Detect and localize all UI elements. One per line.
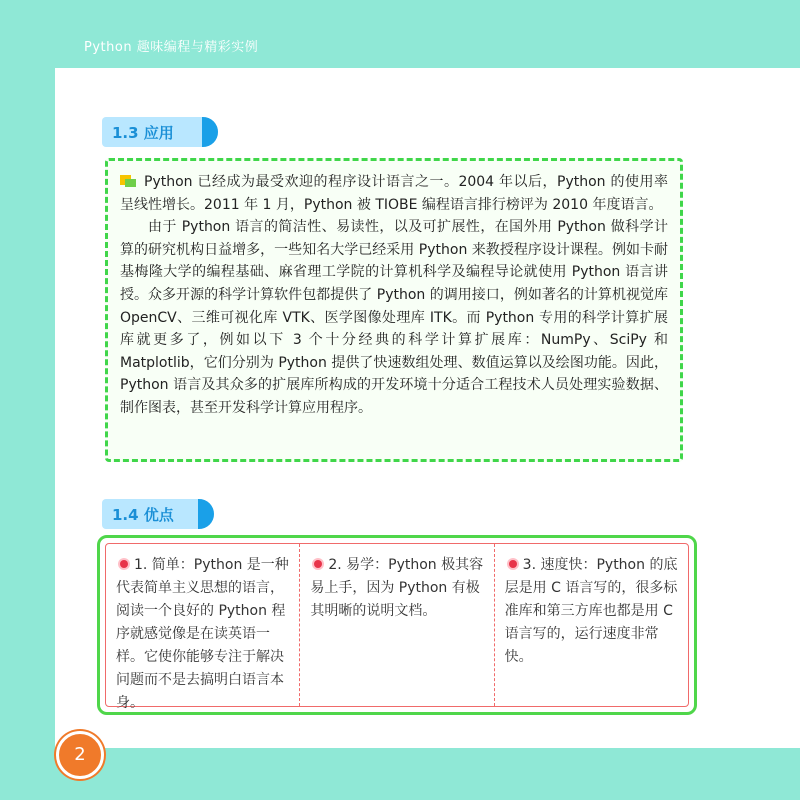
paragraph (120, 171, 668, 216)
advantage-simple (106, 544, 299, 711)
square-bullet-icon (120, 175, 136, 187)
section-heading-applications (102, 117, 218, 147)
advantage-text: 1. 简单：Python 是一种代表简单主义思想的语言，阅读一个良好的 Python 程序就感觉像是在读英语一样。它使你能够专注于解决问题而不是去搞明白语言本身。 (116, 557, 289, 711)
section-heading-label: 1.3 应用 (112, 123, 174, 142)
advantage-fast (494, 544, 688, 706)
section-heading-advantages (102, 499, 214, 529)
red-dot-icon (314, 560, 322, 568)
header-title: Python 趣味编程与精彩实例 (84, 40, 259, 55)
paragraph-text: Python 已经成为最受欢迎的程序设计语言之一。2004 年以后，Python 的使用率呈线性增长。2011 年 1 月，Python 被 TIOBE 编程语言排行榜评为 2010 年度语言。 (120, 174, 668, 213)
advantage-easy-to-learn (299, 544, 493, 706)
advantages-columns (105, 543, 689, 711)
red-dot-icon (509, 560, 517, 568)
advantages-box (97, 535, 697, 715)
advantage-text: 3. 速度快：Python 的底层是用 C 语言写的，很多标准库和第三方库也都是用 C 语言写的，运行速度非常快。 (504, 557, 678, 665)
advantage-text: 2. 易学：Python 极其容易上手，因为 Python 有极其明晰的说明文档。 (310, 557, 484, 619)
page-number-badge: 2 (56, 731, 104, 779)
paragraph: 由于 Python 语言的简洁性、易读性，以及可扩展性，在国外用 Python 做科学计算的研究机构日益增多，一些知名大学已经采用 Python 来教授程序设计课程。例如卡耐基梅隆大学的编程基础、麻省理工学院的计算机科学及编程导论就使用 Python 语言讲授。众多开源的科学计算软件包都提供了 Python 的调用接口，例如著名的计算机视觉库 OpenCV、三维可视化库 VTK、医学图像处理库 ITK。而 Python 专用的科学计算扩展库就更多了，例如以下 3 个十分经典的科学计算扩展库：NumPy、SciPy 和 Matplotlib，它们分别为 Python 提供了快速数组处理、数值运算以及绘图功能。因此，Python 语言及其众多的扩展库所构成的开发环境十分适合工程技术人员处理实验数据、制作图表，甚至开发科学计算应用程序。 (120, 219, 668, 416)
red-dot-icon (120, 560, 128, 568)
section-heading-label: 1.4 优点 (112, 505, 174, 524)
applications-text-box (105, 158, 683, 462)
